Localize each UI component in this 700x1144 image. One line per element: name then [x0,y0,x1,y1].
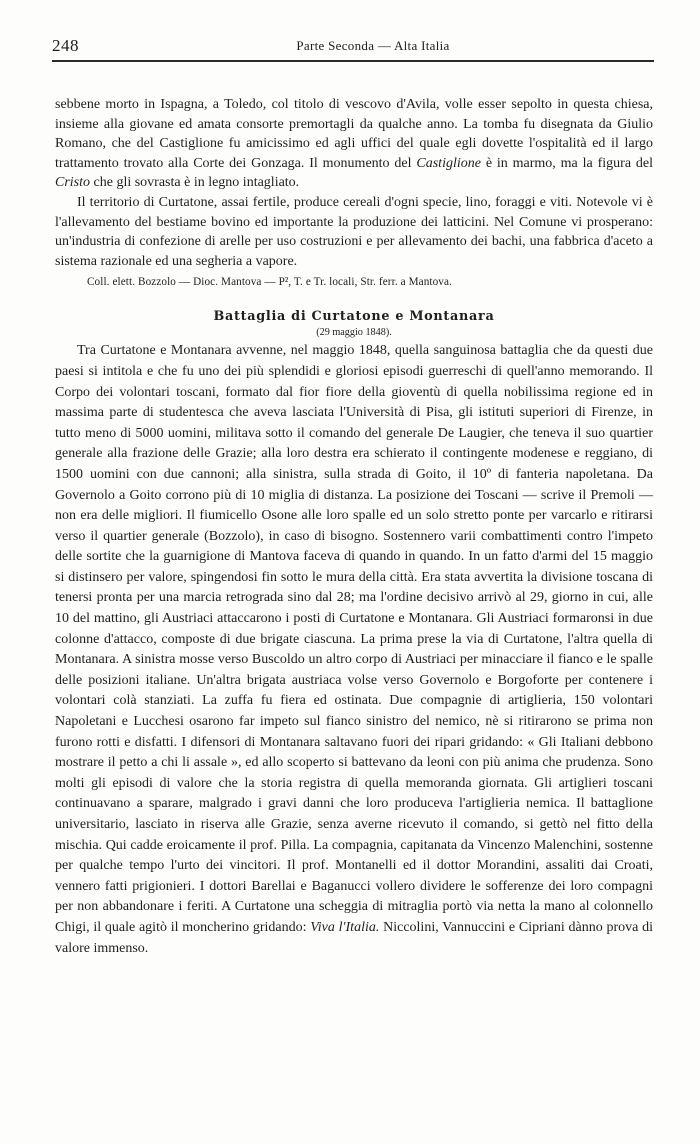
info-line: Coll. elett. Bozzolo — Dioc. Mantova — P², T. e Tr. locali, Str. ferr. a Mantova. [87,276,452,289]
running-head: Parte Seconda — Alta Italia [296,38,450,53]
paragraph-battle-text-b: Niccolini, Vannuccini e Cipriani dànno prova di valore immenso. [55,919,654,956]
paragraph-tomb-italic-cristo: Cristo [55,175,91,191]
paragraph-tomb-italic-castiglione: Castiglione [416,155,481,171]
paragraph-battle [55,341,653,959]
paragraph-tomb [55,95,653,193]
body-text [55,95,653,959]
paragraph-battle-italic-viva: Viva l'Italia. [310,919,380,935]
battle-section [55,341,653,959]
paragraph-tomb-text-a: sebbene morto in Ispagna, a Toledo, col titolo di vescovo d'Avila, volle esser sepolto in questa chiesa, insieme alla giovane ed amata consorte premortagli da qualche anno. La tomba fu disegnata da Giulio Romano, che del Castiglione fu amicissimo ed agli uffici del quale egli dovette l'ospitalità ed il largo trattamento trovato alla Corte dei Gonzaga. Il monumento del [55,97,653,171]
paragraph-tomb-text-c: che gli sovrasta è in legno intagliato. [90,175,300,191]
paragraph-tomb-text-b: è in marmo, ma la figura del [480,155,653,171]
section-date: (29 maggio 1848). [316,327,392,339]
page-number: 248 [52,36,79,55]
page-header [52,34,654,62]
section-title: Battaglia di Curtatone e Montanara [213,309,495,325]
paragraph-territory: Il territorio di Curtatone, assai fertile, produce cereali d'ogni specie, lino, foraggi e viti. Notevole vi è l'allevamento del bestiame bovino ed importante la produzione dei latticini. Nel Comune vi prosperano: un'industria di confezione di arelle per uso costruzioni e per allevamento dei bachi, una fabbrica d'aceto a sistema razionale ed una segheria a vapore. [55,194,653,269]
paragraph-battle-text-a: Tra Curtatone e Montanara avvenne, nel maggio 1848, quella sanguinosa battaglia che da questi due paesi si intitola e che fu uno dei più splendidi e gloriosi episodi guerreschi di quell'anno memorando. Il Corpo dei volontari toscani, formato dal fior fiore della gioventù di quella nobilissima regione ed in massima parte di studentesca che aveva lasciata l'Università di Pisa, gli istituti superiori di Firenze, in tutto meno di 5000 uomini, militava sotto il comando del generale De Laugier, che teneva il suo quartier generale alla frazione delle Grazie; alla loro destra era schierato il contingente modenese e reggiano, di 1500 uomini con due cannoni; alla sinistra, sulla strada di Goito, il 10º di fanteria napoletana. Da Governolo a Goito corrono più di 10 miglia di distanza. La posizione dei Toscani — scrive il Premoli — non era delle migliori. Il fiumicello Osone alle loro spalle ed un solo stretto ponte per varcarlo e ritirarsi verso il quartier generale (Bozzolo), in caso di bisogno. Sostennero varii combattimenti contro l'impeto delle sortite che la guarnigione di Mantova faceva di quando in quando. In un fatto d'armi del 15 maggio si distinsero per valore, spingendosi fin sotto le mura della città. Era stata avvertita la divisione toscana di tenersi pronta per una marcia retrograda sino dal 28; ma l'ordine decisivo arrivò al 29, giorno in cui, alle 10 del mattino, gli Austriaci attaccarono i posti di Curtatone e Montanara. Gli Austriaci formaronsi in due colonne d'attacco, composte di due brigate ciascuna. La prima prese la via di Curtatone, l'altra quella di Montanara. A sinistra mosse verso Buscoldo un altro corpo di Austriaci per minacciare il fianco e le spalle delle posizioni italiane. Un'altra brigata austriaca volse verso Governolo e Borgoforte per contenere i volontari colà stanziati. La zuffa fu fiera ed ostinata. Due compagnie di artiglieria, 150 volontari Napoletani e Lucchesi osarono far impeto sul fianco sinistro del nemico, nè si ritirarono se prima non furono rotti e disfatti. I difensori di Montanara saltavano fuori dei ripari gridando: « Gli Italiani debbono mostrare il petto a chi li assale », ed allo scoperto si battevano da leoni con più anima che prudenza. Sono molti gli episodi di valore che la storia registra di quella memoranda giornata. Gli artiglieri toscani continuavano a sparare, malgrado i gravi danni che loro produceva l'artiglieria nemica. Il battaglione universitario, lasciato in riserva alle Grazie, senza averne ricevuto il comando, si gettò nel fitto della mischia. Qui cadde eroicamente il prof. Pilla. La compagnia, capitanata da Vincenzo Malenchini, sostenne per qualche tempo l'urto dei vincitori. Il prof. Montanelli ed il dottor Morandini, assaliti dai Croati, vennero fatti prigionieri. I dottori Barellai e Baganucci vollero dividere le sofferenze dei loro compagni per non abbandonare i feriti. A Curtatone una scheggia di mitraglia portò via netta la mano al colonnello Chigi, il quale agitò il moncherino gridando: [55,343,653,935]
